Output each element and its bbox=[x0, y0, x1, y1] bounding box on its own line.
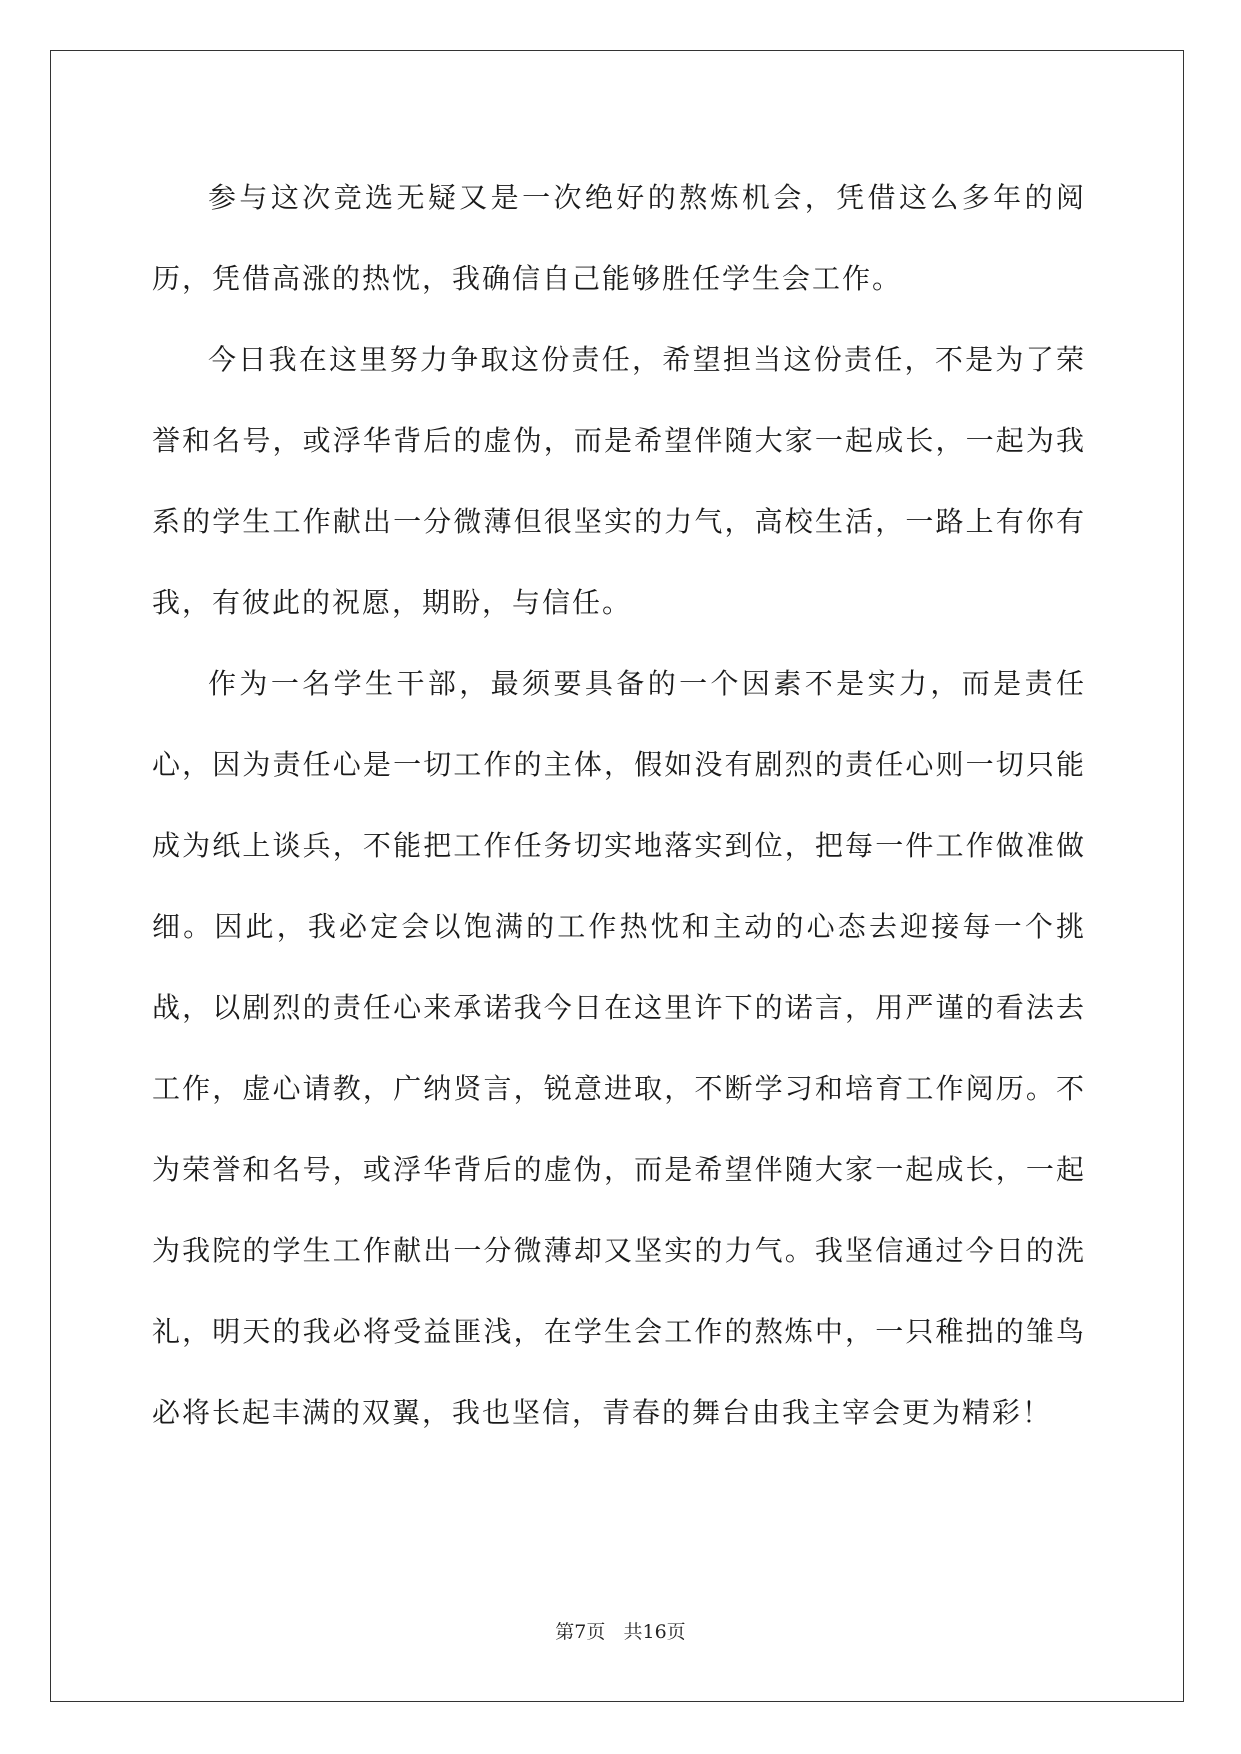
paragraph-3: 作为一名学生干部，最须要具备的一个因素不是实力，而是责任心，因为责任心是一切工作的主体，假如没有剧烈的责任心则一切只能成为纸上谈兵，不能把工作任务切实地落实到位，把每一件工作做准做细。因此，我必定会以饱满的工作热忱和主动的心态去迎接每一个挑战，以剧烈的责任心来承诺我今日在这里许下的诺言，用严谨的看法去工作，虚心请教，广纳贤言，锐意进取，不断学习和培育工作阅历。不为荣誉和名号，或浮华背后的虚伪，而是希望伴随大家一起成长，一起为我院的学生工作献出一分微薄却又坚实的力气。我坚信通过今日的洗礼，明天的我必将受益匪浅，在学生会工作的熬炼中，一只稚拙的雏鸟必将长起丰满的双翼，我也坚信，青春的舞台由我主宰会更为精彩！ bbox=[152, 667, 1086, 1429]
paragraph-2: 今日我在这里努力争取这份责任，希望担当这份责任，不是为了荣誉和名号，或浮华背后的虚伪，而是希望伴随大家一起成长，一起为我系的学生工作献出一分微薄但很坚实的力气，高校生活，一路上有你有我，有彼此的祝愿，期盼，与信任。 bbox=[152, 343, 1086, 619]
page-number-footer: 第7页 共16页 bbox=[555, 1621, 686, 1643]
paragraph-1: 参与这次竞选无疑又是一次绝好的熬炼机会，凭借这么多年的阅历，凭借高涨的热忱，我确信自己能够胜任学生会工作。 bbox=[152, 181, 1086, 295]
document-body bbox=[152, 157, 1086, 1453]
